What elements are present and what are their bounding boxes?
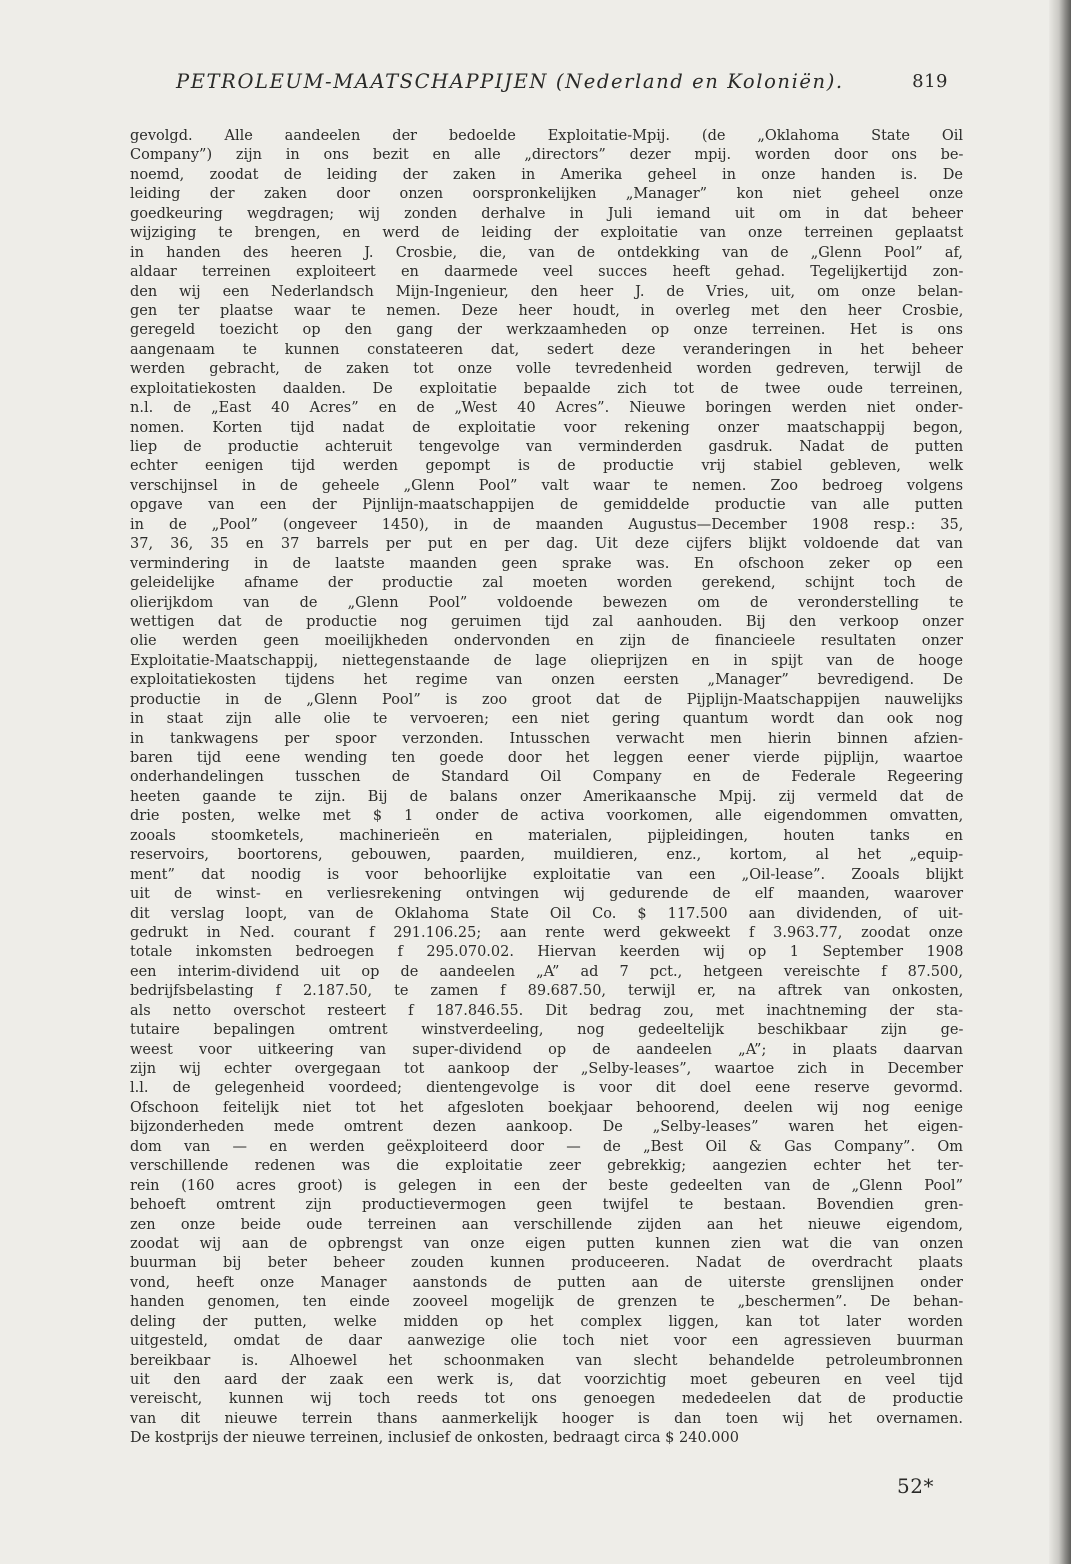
text-line: den wij een Nederlandsch Mijn-Ingenieur, den heer J. de Vries, uit, om onze belan- <box>130 283 964 300</box>
text-line: werden gebracht, de zaken tot onze volle tevredenheid worden gedreven, terwijl de <box>130 361 963 378</box>
text-line: uit de winst- en verliesrekening ontvingen wij gedurende de elf maanden, waarover <box>130 886 964 903</box>
text-line: zoodat wij aan de opbrengst van onze eigen putten kunnen zien wat die van onzen <box>130 1235 964 1252</box>
text-line: n.l. de „East 40 Acres” en de „West 40 Acres”. Nieuwe boringen werden niet onder- <box>130 400 964 417</box>
text-line: vereischt, kunnen wij toch reeds tot ons genoegen mededeelen dat de productie <box>130 1391 964 1408</box>
text-line: olierijkdom van de „Glenn Pool” voldoende bewezen om de veronderstelling te <box>130 594 964 611</box>
signature-mark: 52* <box>897 1474 934 1498</box>
text-line: rein (160 acres groot) is gelegen in een der beste gedeelten van de „Glenn Pool” <box>130 1177 963 1194</box>
text-line: uitgesteld, omdat de daar aanwezige olie toch niet voor een agressieven buurman <box>130 1333 964 1350</box>
text-line: handen genomen, ten einde zooveel mogelijk de grenzen te „beschermen”. De behan- <box>130 1294 964 1311</box>
text-line: vond, heeft onze Manager aanstonds de putten aan de uiterste grenslijnen onder <box>130 1274 963 1291</box>
text-line: in staat zijn alle olie te vervoeren; een niet gering quantum wordt dan ook nog <box>130 711 963 728</box>
text-line: heeten gaande te zijn. Bij de balans onzer Amerikaansche Mpij. zij vermeld dat de <box>130 788 964 805</box>
text-line: opgave van een der Pijnlijn-maatschappijen de gemiddelde productie van alle putten <box>130 497 963 514</box>
text-line: weest voor uitkeering van super-dividend op de aandeelen „A”; in plaats daarvan <box>130 1041 963 1058</box>
text-line: 37, 36, 35 en 37 barrels per put en per dag. Uit deze cijfers blijkt voldoende dat van <box>130 536 963 553</box>
text-line: Ofschoon feitelijk niet tot het afgesloten boekjaar behoorend, deelen wij nog eenige <box>130 1099 963 1116</box>
text-line: goedkeuring wegdragen; wij zonden derhalve in Juli iemand uit om in dat beheer <box>130 205 963 222</box>
text-line: in de „Pool” (ongeveer 1450), in de maanden Augustus—December 1908 resp.: 35, <box>130 516 964 533</box>
text-line: vermindering in de laatste maanden geen sprake was. En ofschoon zeker op een <box>130 555 964 572</box>
text-line: l.l. de gelegenheid voordeed; dientengevolge is voor dit doel eene reserve gevormd. <box>130 1080 963 1097</box>
text-line: exploitatiekosten daalden. De exploitatie bepaalde zich tot de twee oude terreinen, <box>130 380 963 397</box>
text-line: De kostprijs der nieuwe terreinen, inclusief de onkosten, bedraagt circa $ 240.000 <box>130 1430 739 1447</box>
text-line: onderhandelingen tusschen de Standard Oil Company en de Federale Regeering <box>130 769 964 786</box>
text-line: baren tijd eene wending ten goede door het leggen eener vierde pijplijn, waartoe <box>130 750 964 766</box>
text-line: bijzonderheden mede omtrent dezen aankoop. De „Selby-leases” waren het eigen- <box>130 1119 963 1136</box>
page-number: 819 <box>912 71 948 92</box>
text-line: bedrijfsbelasting f 2.187.50, te zamen f 89.687.50, terwijl er, na aftrek van onkosten, <box>130 983 964 1000</box>
text-line: deling der putten, welke midden op het complex liggen, kan tot later worden <box>130 1313 963 1330</box>
text-line: buurman bij beter beheer zouden kunnen produceeren. Nadat de overdracht plaats <box>130 1255 963 1272</box>
page-edge-shadow <box>1049 0 1071 1564</box>
text-line: drie posten, welke met $ 1 onder de activa voorkomen, alle eigendommen omvatten, <box>130 808 964 825</box>
text-line: Exploitatie-Maatschappij, niettegenstaande de lage olieprijzen en in spijt van de hooge <box>130 652 963 669</box>
text-line: Company”) zijn in ons bezit en alle „directors” dezer mpij. worden door ons be- <box>130 147 964 164</box>
text-line: wettigen dat de productie nog geruimen tijd zal aanhouden. Bij den verkoop onzer <box>130 613 964 630</box>
text-line: tutaire bepalingen omtrent winstverdeeling, nog gedeeltelijk beschikbaar zijn ge- <box>130 1022 964 1039</box>
text-line: zen onze beide oude terreinen aan verschillende zijden aan het nieuwe eigendom, <box>130 1216 963 1233</box>
text-line: in tankwagens per spoor verzonden. Intusschen verwacht men hierin binnen afzien- <box>130 730 963 747</box>
running-header <box>176 70 956 102</box>
text-line: liep de productie achteruit tengevolge van verminderden gasdruk. Nadat de putten <box>130 439 964 455</box>
text-line: totale inkomsten bedroegen f 295.070.02. Hiervan keerden wij op 1 September 1908 <box>130 944 964 961</box>
text-line: aldaar terreinen exploiteert en daarmede veel succes heeft gehad. Tegelijkertijd zon- <box>130 264 964 281</box>
text-line: gevolgd. Alle aandeelen der bedoelde Exploitatie-Mpij. (de „Oklahoma State Oil <box>130 128 963 144</box>
text-line: dit verslag loopt, van de Oklahoma State Oil Co. $ 117.500 aan dividenden, of uit- <box>130 905 963 922</box>
text-line: zooals stoomketels, machinerieën en materialen, pijpleidingen, houten tanks en <box>130 827 963 844</box>
text-line: een interim-dividend uit op de aandeelen „A” ad 7 pct., hetgeen vereischte f 87.500, <box>130 963 963 980</box>
text-line: geregeld toezicht op den gang der werkzaamheden op onze terreinen. Het is ons <box>130 322 963 339</box>
text-line: nomen. Korten tijd nadat de exploitatie voor rekening onzer maatschappij begon, <box>130 419 963 436</box>
text-line: bereikbaar is. Alhoewel het schoonmaken van slecht behandelde petroleumbronnen <box>130 1352 963 1369</box>
text-line: verschillende redenen was die exploitatie zeer gebrekkig; aangezien echter het ter- <box>130 1158 964 1175</box>
text-line: productie in de „Glenn Pool” is zoo groot dat de Pijplijn-Maatschappijen nauwelijks <box>130 691 963 708</box>
text-line: gen ter plaatse waar te nemen. Deze heer houdt, in overleg met den heer Crosbie, <box>130 302 964 319</box>
text-line: exploitatiekosten tijdens het regime van onzen eersten „Manager” bevredigend. De <box>130 672 963 689</box>
text-line: gedrukt in Ned. courant f 291.106.25; aan rente werd gekweekt f 3.963.77, zoodat onze <box>130 924 963 941</box>
text-line: in handen des heeren J. Crosbie, die, van de ontdekking van de „Glenn Pool” af, <box>130 244 963 261</box>
text-line: als netto overschot resteert f 187.846.55. Dit bedrag zou, met inachtneming der sta- <box>130 1002 963 1019</box>
text-line: zijn wij echter overgegaan tot aankoop der „Selby-leases”, waartoe zich in December <box>130 1061 963 1077</box>
text-line: dom van — en werden geëxploiteerd door — de „Best Oil & Gas Company”. Om <box>130 1138 963 1155</box>
text-line: olie werden geen moeilijkheden ondervonden en zijn de financieele resultaten onzer <box>130 633 963 650</box>
text-line: reservoirs, boortorens, gebouwen, paarden, muildieren, enz., kortom, al het „equip- <box>130 847 964 864</box>
text-line: uit den aard der zaak een werk is, dat voorzichtig moet gebeuren en veel tijd <box>130 1372 964 1388</box>
text-line: van dit nieuwe terrein thans aanmerkelijk hooger is dan toen wij het overnamen. <box>130 1410 963 1427</box>
header-title: PETROLEUM-MAATSCHAPPIJEN (Nederland en Koloniën). <box>176 70 844 93</box>
text-line: aangenaam te kunnen constateeren dat, sedert deze veranderingen in het beheer <box>130 341 963 358</box>
body-paragraph <box>130 127 963 1449</box>
text-line: behoeft omtrent zijn productievermogen geen twijfel te bestaan. Bovendien gren- <box>130 1197 964 1214</box>
text-line: noemd, zoodat de leiding der zaken in Amerika geheel in onze handen is. De <box>130 166 963 183</box>
text-line: echter eenigen tijd werden gepompt is de productie vrij stabiel gebleven, welk <box>130 458 963 475</box>
text-line: verschijnsel in de geheele „Glenn Pool” valt waar te nemen. Zoo bedroeg volgens <box>130 477 964 494</box>
text-line: leiding der zaken door onzen oorspronkelijken „Manager” kon niet geheel onze <box>130 186 964 203</box>
text-line: geleidelijke afname der productie zal moeten worden gerekend, schijnt toch de <box>130 575 963 592</box>
text-line: wijziging te brengen, en werd de leiding der exploitatie van onze terreinen geplaatst <box>130 225 964 242</box>
text-line: ment” dat noodig is voor behoorlijke exploitatie van een „Oil-lease”. Zooals blijkt <box>130 866 964 883</box>
